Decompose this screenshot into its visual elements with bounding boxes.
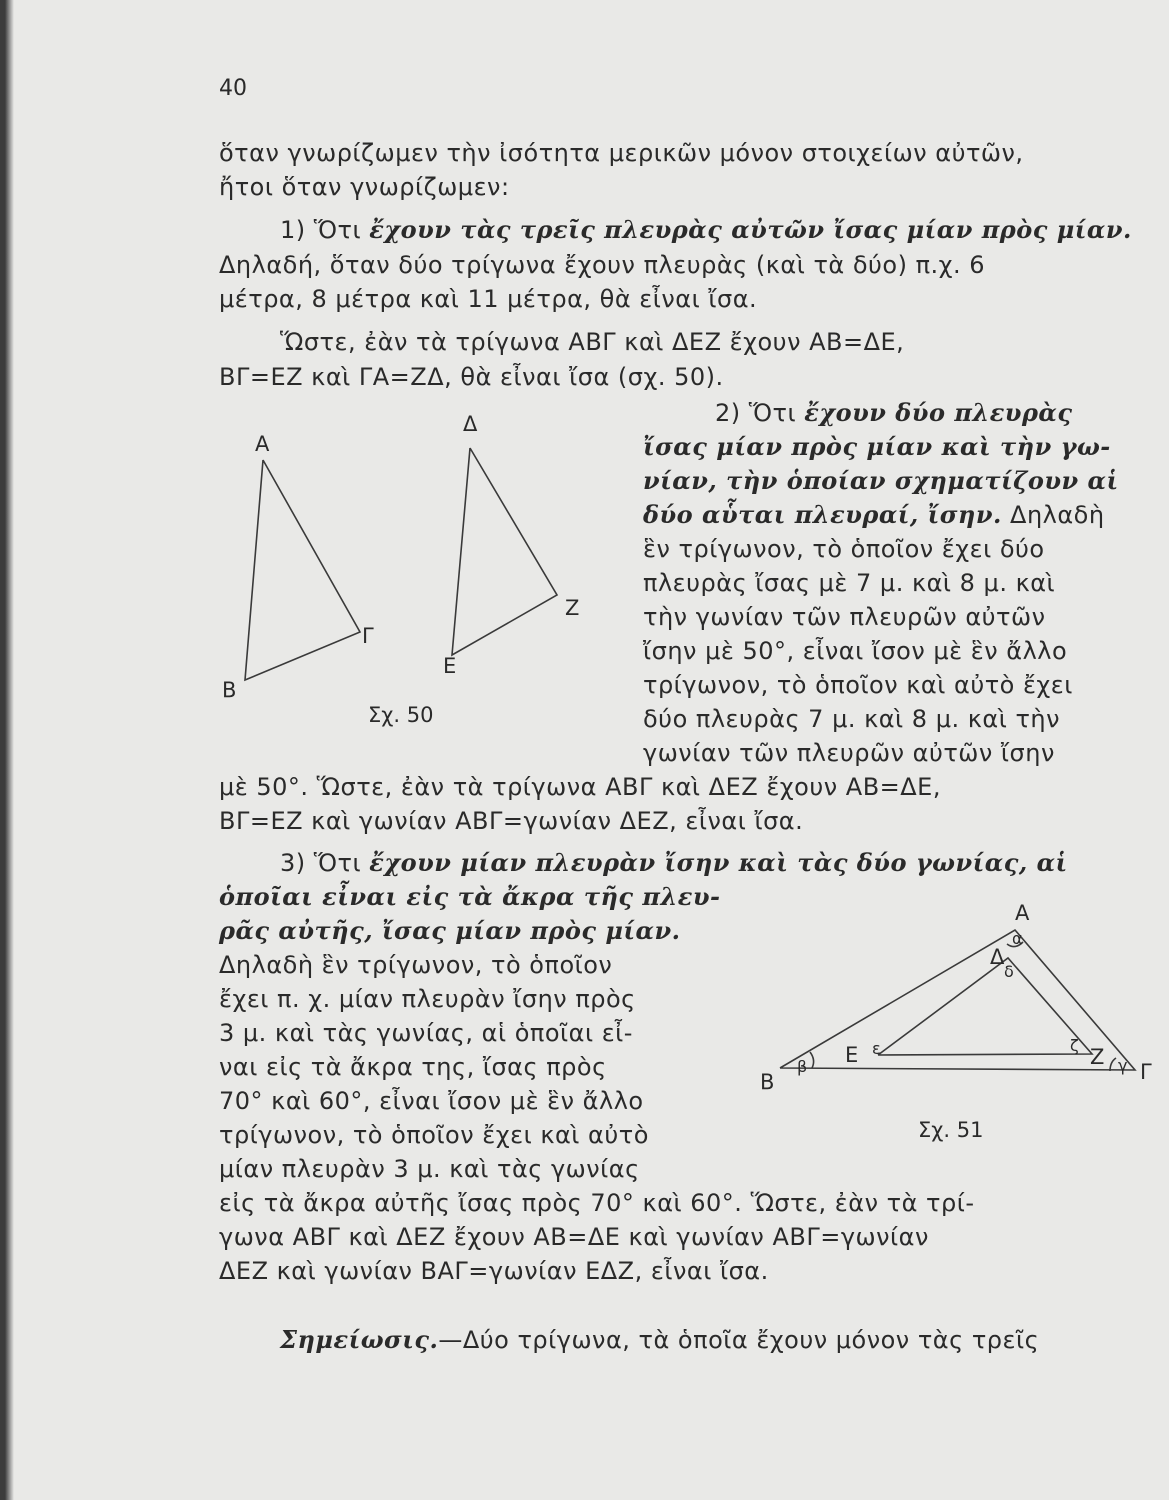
case2-line-9: τρίγωνον, τὸ ὁποῖον καὶ αὐτὸ ἔχει [643, 671, 1073, 699]
fig51-angle-zeta: ζ [1070, 1036, 1079, 1055]
case1-bold-statement: ἔχουν τὰς τρεῖς πλευρὰς αὐτῶν ἴσας μίαν πρὸς μίαν. [369, 215, 1132, 244]
fig51-label-g: Γ [1140, 1060, 1152, 1084]
case3-line-5: ἔχει π. χ. μίαν πλευρὰν ἴσην πρὸς [219, 985, 636, 1013]
figure-50 [215, 410, 615, 730]
angle-arc-b [810, 1052, 814, 1068]
case2-line-13: ΒΓ=ΕΖ καὶ γωνίαν ΑΒΓ=γωνίαν ΔΕΖ, εἶναι ἴσα. [219, 807, 804, 835]
fig51-angle-beta: β [797, 1057, 808, 1076]
scan-edge-shadow [0, 0, 14, 1500]
fig51-label-z: Ζ [1090, 1045, 1105, 1069]
case2-line-12: μὲ 50°. Ὥστε, ἐὰν τὰ τρίγωνα ΑΒΓ καὶ ΔΕΖ ἔχουν ΑΒ=ΔΕ, [219, 773, 941, 801]
case2-heading [715, 398, 1073, 428]
case3-bold-2: ὁποῖαι εἶναι εἰς τὰ ἄκρα τῆς πλευ- [219, 882, 721, 911]
triangle-dez-inner [878, 958, 1092, 1055]
case3-number: 3) Ὅτι [280, 849, 370, 877]
case2-bold-2: ἴσας μίαν πρὸς μίαν καὶ τὴν γω- [643, 432, 1111, 461]
case3-bold-1: ἔχουν μίαν πλευρὰν ἴσην καὶ τὰς δύο γωνίας, αἱ [369, 848, 1068, 877]
note-label: Σημείωσις. [280, 1325, 439, 1354]
case2-bold-3: νίαν, τὴν ὁποίαν σχηματίζουν αἱ [643, 466, 1119, 495]
case1-line-2: Δηλαδή, ὅταν δύο τρίγωνα ἔχουν πλευρὰς (καὶ τὰ δύο) π.χ. 6 [219, 251, 986, 279]
fig51-label-d: Δ [990, 945, 1005, 969]
case3-line-6: 3 μ. καὶ τὰς γωνίας, αἱ ὁποῖαι εἶ- [219, 1019, 633, 1047]
case3-line-7: ναι εἰς τὰ ἄκρα της, ἴσας πρὸς [219, 1053, 607, 1081]
case3-heading [280, 848, 1068, 878]
case1-number: 1) Ὅτι [280, 216, 370, 244]
case3-line-10: μίαν πλευρὰν 3 μ. καὶ τὰς γωνίας [219, 1155, 640, 1183]
figure-51 [760, 900, 1160, 1100]
case2-line-6: πλευρὰς ἴσας μὲ 7 μ. καὶ 8 μ. καὶ [643, 569, 1056, 597]
case3-bold-3: ρᾶς αὐτῆς, ἴσας μίαν πρὸς μίαν. [219, 916, 681, 945]
case1-heading [280, 215, 1132, 245]
triangle-abg-outer [780, 930, 1135, 1070]
case3-line-13: ΔΕΖ καὶ γωνίαν ΒΑΓ=γωνίαν ΕΔΖ, εἶναι ἴσα. [219, 1257, 769, 1285]
case2-number: 2) Ὅτι [715, 399, 805, 427]
fig50-caption: Σχ. 50 [368, 703, 434, 727]
case2-line-11: γωνίαν τῶν πλευρῶν αὐτῶν ἴσην [643, 739, 1055, 767]
fig50-label-e: Ε [443, 654, 457, 678]
case2-line-4 [643, 500, 1105, 530]
case2-bold-1: ἔχουν δύο πλευρὰς [804, 398, 1073, 427]
fig51-label-b: Β [760, 1070, 775, 1094]
page-number: 40 [219, 76, 247, 101]
fig50-label-g: Γ [362, 624, 374, 648]
intro-line-1: ὅταν γνωρίζωμεν τὴν ἰσότητα μερικῶν μόνον στοιχείων αὐτῶν, [219, 139, 1024, 167]
fig51-label-a: Α [1015, 901, 1030, 925]
case2-line-10: δύο πλευρὰς 7 μ. καὶ 8 μ. καὶ τὴν [643, 705, 1061, 733]
fig51-angle-alpha: α [1012, 929, 1023, 948]
fig51-angle-gamma: γ [1118, 1056, 1128, 1075]
triangle-abg [245, 460, 360, 680]
case3-line-9: τρίγωνον, τὸ ὁποῖον ἔχει καὶ αὐτὸ [219, 1121, 649, 1149]
case3-line-11: εἰς τὰ ἄκρα αὐτῆς ἴσας πρὸς 70° καὶ 60°. Ὥστε, ἐὰν τὰ τρί- [219, 1189, 975, 1217]
case3-line-12: γωνα ΑΒΓ καὶ ΔΕΖ ἔχουν ΑΒ=ΔΕ καὶ γωνίαν ΑΒΓ=γωνίαν [219, 1223, 929, 1251]
note-text: —Δύο τρίγωνα, τὰ ὁποῖα ἔχουν μόνον τὰς τρεῖς [438, 1326, 1040, 1354]
case2-line-8: ἴσην μὲ 50°, εἶναι ἴσον μὲ ἓν ἄλλο [643, 637, 1068, 665]
fig51-caption: Σχ. 51 [918, 1118, 984, 1142]
case1-line-5: ΒΓ=ΕΖ καὶ ΓΑ=ΖΔ, θὰ εἶναι ἴσα (σχ. 50). [219, 363, 724, 391]
intro-line-2: ἤτοι ὅταν γνωρίζωμεν: [219, 173, 510, 201]
angle-arc-g [1110, 1058, 1116, 1071]
fig50-label-b: Β [222, 678, 237, 702]
case2-line-5: ἓν τρίγωνον, τὸ ὁποῖον ἔχει δύο [643, 535, 1045, 563]
case2-bold-4: δύο αὗται πλευραί, ἴσην. [643, 500, 1002, 529]
fig51-angle-epsilon: ε [872, 1039, 881, 1058]
case2-line-7: τὴν γωνίαν τῶν πλευρῶν αὐτῶν [643, 603, 1046, 631]
case3-line-8: 70° καὶ 60°, εἶναι ἴσον μὲ ἓν ἄλλο [219, 1087, 644, 1115]
fig50-label-z: Ζ [565, 596, 580, 620]
case3-line-4: Δηλαδὴ ἓν τρίγωνον, τὸ ὁποῖον [219, 951, 613, 979]
triangle-dez [452, 448, 557, 655]
fig51-label-e: Ε [845, 1043, 859, 1067]
case1-line-3: μέτρα, 8 μέτρα καὶ 11 μέτρα, θὰ εἶναι ἴσα. [219, 285, 758, 313]
fig51-angle-delta: δ [1004, 962, 1014, 981]
case2-line-4-rest: Δηλαδὴ [1001, 501, 1105, 529]
note-line [280, 1325, 1039, 1355]
fig50-label-a: Α [255, 432, 270, 456]
fig50-label-d: Δ [463, 412, 478, 436]
case1-line-4: Ὥστε, ἐὰν τὰ τρίγωνα ΑΒΓ καὶ ΔΕΖ ἔχουν ΑΒ=ΔΕ, [280, 328, 905, 356]
